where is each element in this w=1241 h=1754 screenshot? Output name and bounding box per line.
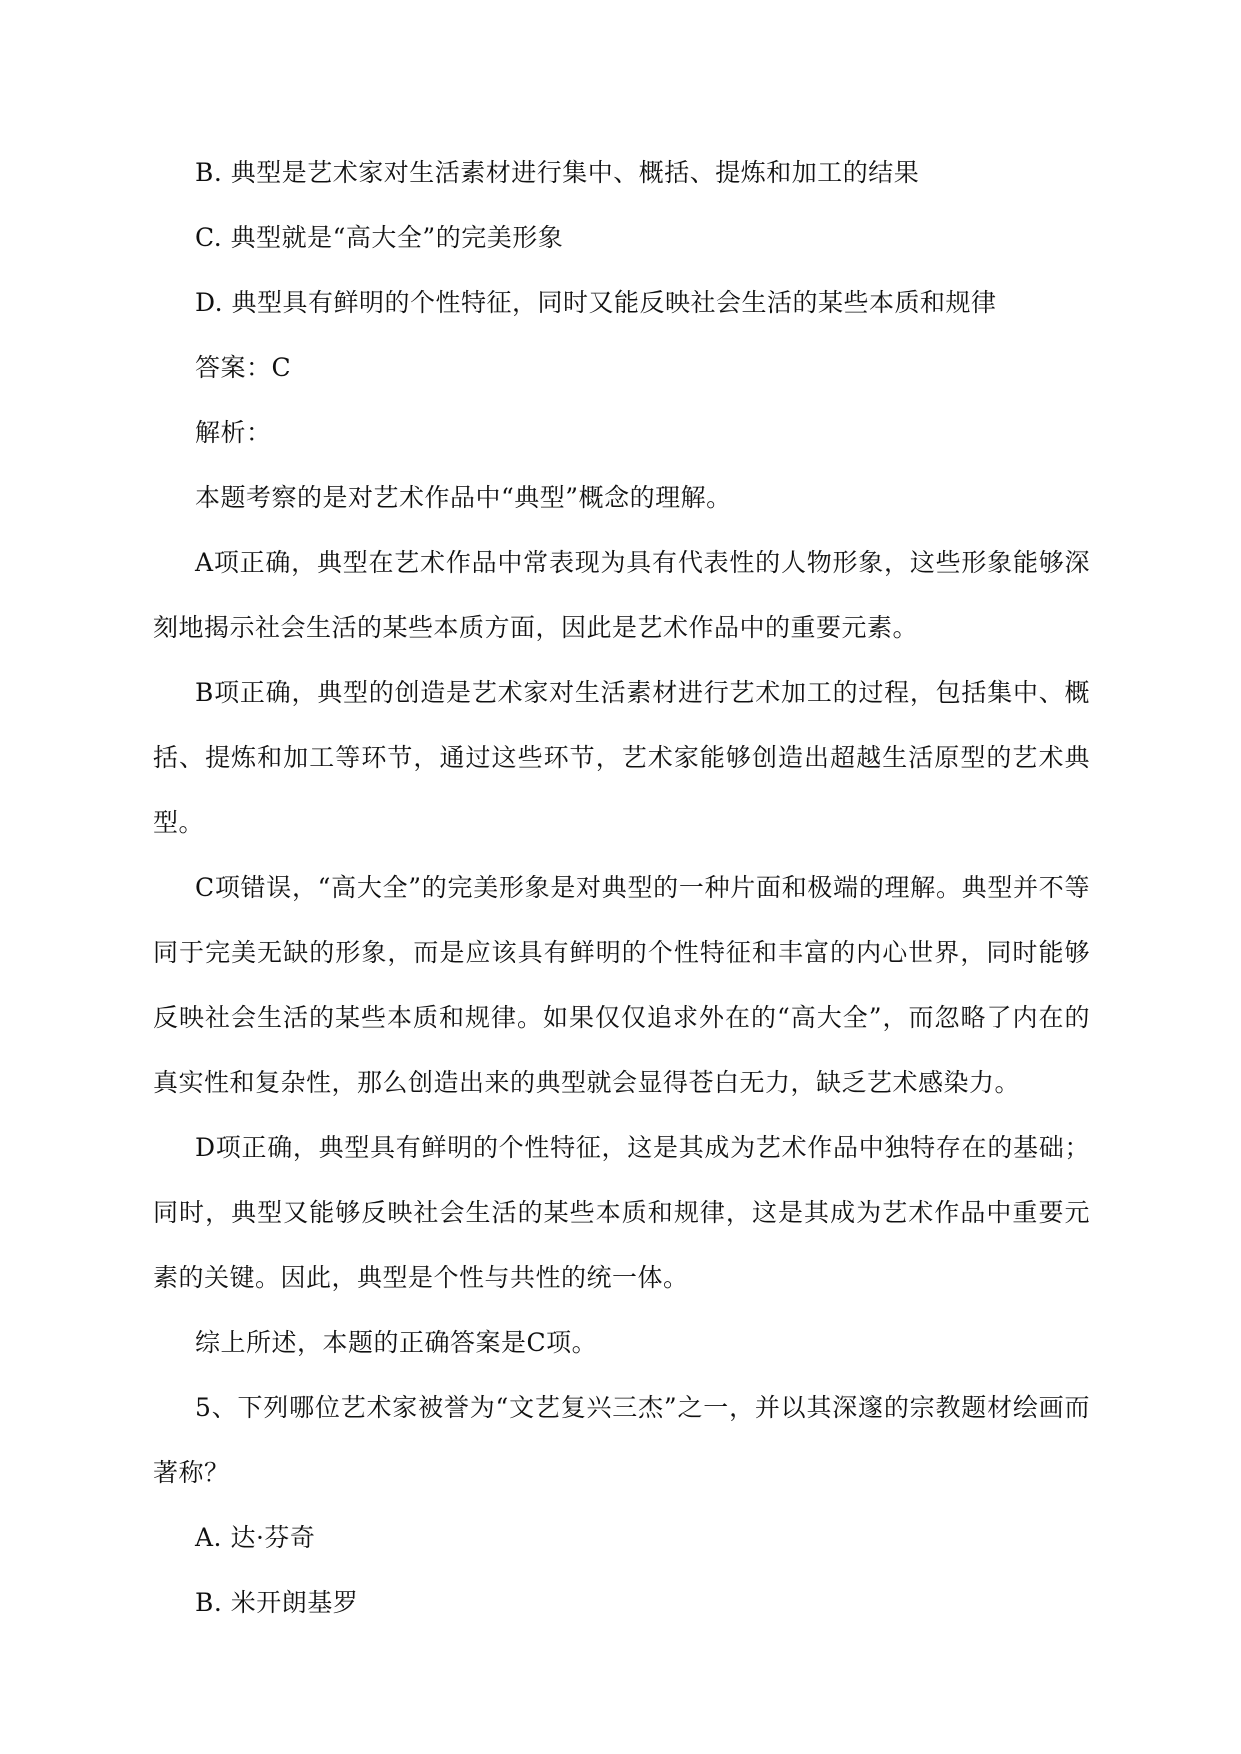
question-5: 5、下列哪位艺术家被誉为“文艺复兴三杰”之一，并以其深邃的宗教题材绘画而著称？ xyxy=(153,1393,1090,1487)
question-5-option-b: B. 米开朗基罗 xyxy=(195,1588,359,1617)
analysis-option-c: C项错误，“高大全”的完美形象是对典型的一种片面和极端的理解。典型并不等同于完美无缺的形象，而是应该具有鲜明的个性特征和丰富的内心世界，同时能够反映社会生活的某些本质和规律。如果仅仅追求外在的“高大全”，而忽略了内在的真实性和复杂性，那么创造出来的典型就会显得苍白无力，缺乏艺术感染力。 xyxy=(153,873,1090,1097)
analysis-option-a: A项正确，典型在艺术作品中常表现为具有代表性的人物形象，这些形象能够深刻地揭示社会生活的某些本质方面，因此是艺术作品中的重要元素。 xyxy=(153,548,1090,642)
analysis-summary: 综上所述，本题的正确答案是C项。 xyxy=(195,1328,598,1357)
option-b: B. 典型是艺术家对生活素材进行集中、概括、提炼和加工的结果 xyxy=(195,158,920,187)
option-d: D. 典型具有鲜明的个性特征，同时又能反映社会生活的某些本质和规律 xyxy=(195,288,997,317)
option-c: C. 典型就是“高大全”的完美形象 xyxy=(195,223,564,252)
question-5-option-a: A. 达·芬奇 xyxy=(195,1523,316,1552)
analysis-heading: 解析： xyxy=(195,418,272,447)
analysis-intro: 本题考察的是对艺术作品中“典型”概念的理解。 xyxy=(195,483,732,512)
answer-line: 答案：C xyxy=(195,353,292,382)
document-body xyxy=(153,140,1090,1635)
analysis-option-b: B项正确，典型的创造是艺术家对生活素材进行艺术加工的过程，包括集中、概括、提炼和加工等环节，通过这些环节，艺术家能够创造出超越生活原型的艺术典型。 xyxy=(153,678,1090,837)
analysis-option-d: D项正确，典型具有鲜明的个性特征，这是其成为艺术作品中独特存在的基础；同时，典型又能够反映社会生活的某些本质和规律，这是其成为艺术作品中重要元素的关键。因此，典型是个性与共性的统一体。 xyxy=(153,1133,1090,1292)
